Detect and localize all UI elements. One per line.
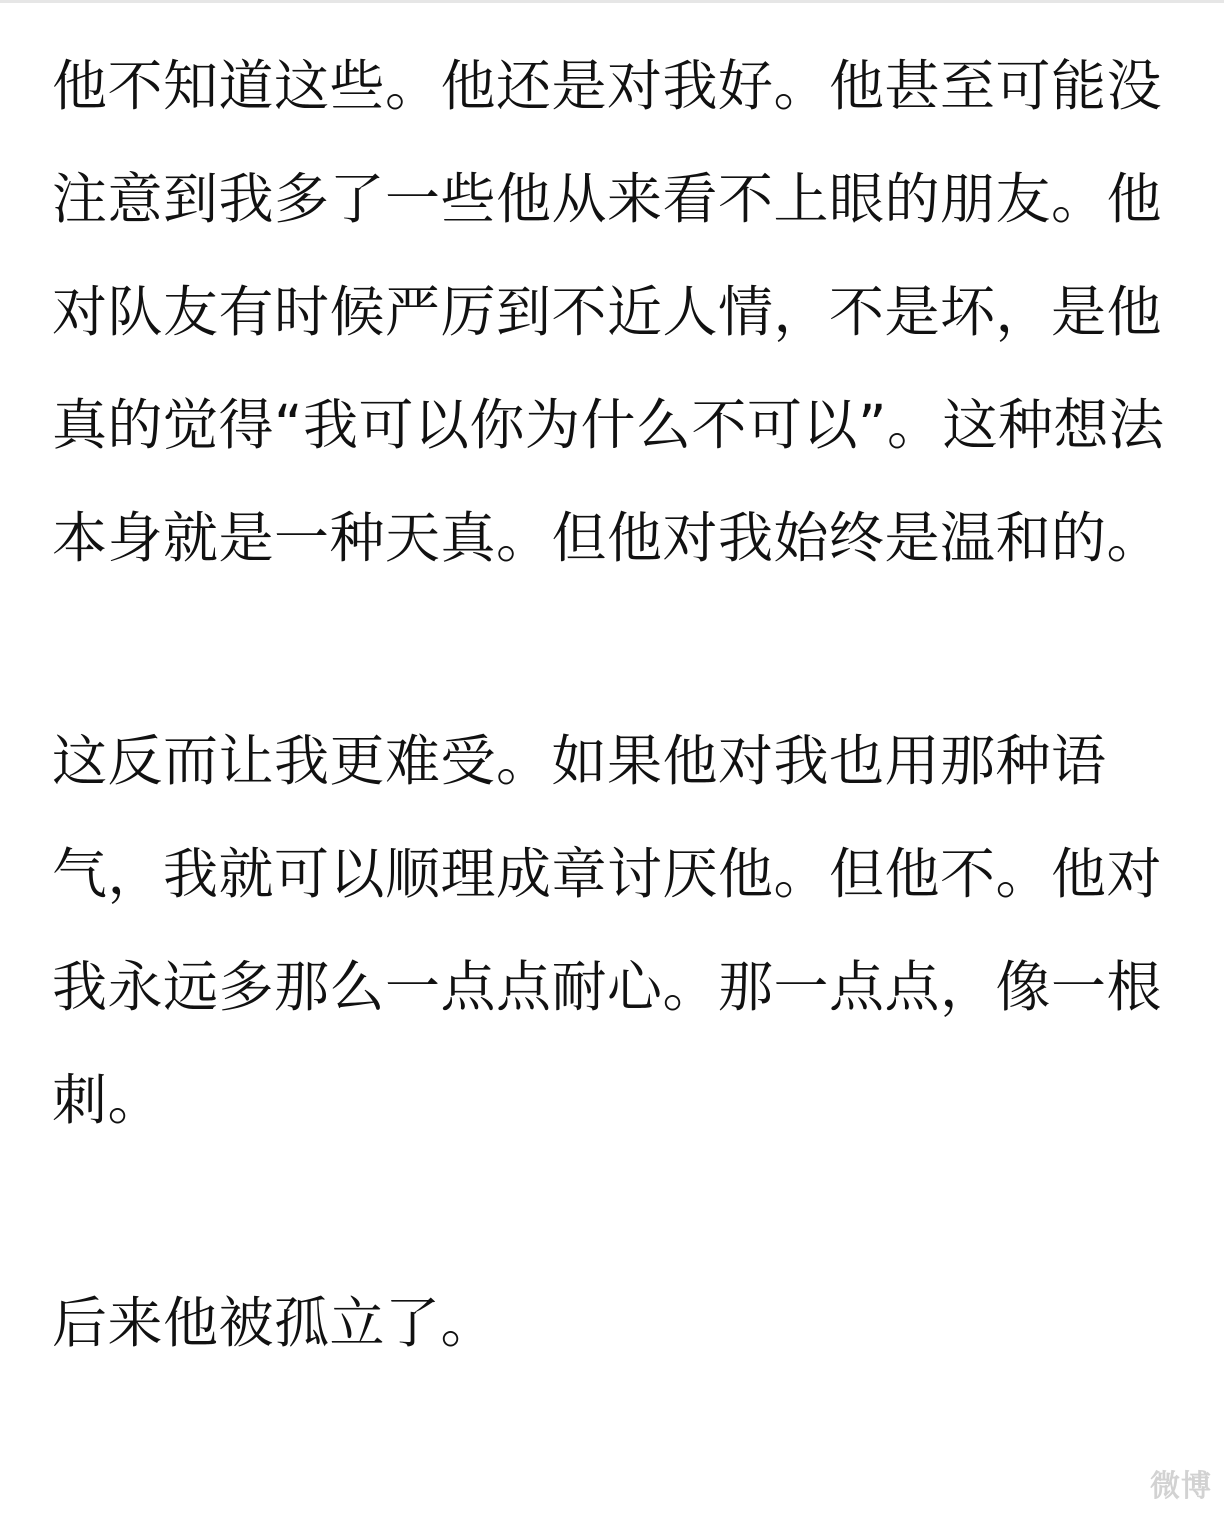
paragraph-1: 他不知道这些。他还是对我好。他甚至可能没注意到我多了一些他从来看不上眼的朋友。他对队友有时候严厉到不近人情，不是坏，是他真的觉得“我可以你为什么不可以”。这种想法本身就是一种天真。但他对我始终是温和的。 [52,54,1165,570]
watermark-logo: 微博 [1150,1469,1212,1504]
top-divider [0,0,1224,3]
paragraph-2: 这反而让我更难受。如果他对我也用那种语气，我就可以顺理成章讨厌他。但他不。他对我永远多那么一点点耐心。那一点点，像一根刺。 [52,729,1163,1132]
article-body [52,30,1182,1380]
paragraph-3: 后来他被孤立了。 [52,1291,497,1355]
